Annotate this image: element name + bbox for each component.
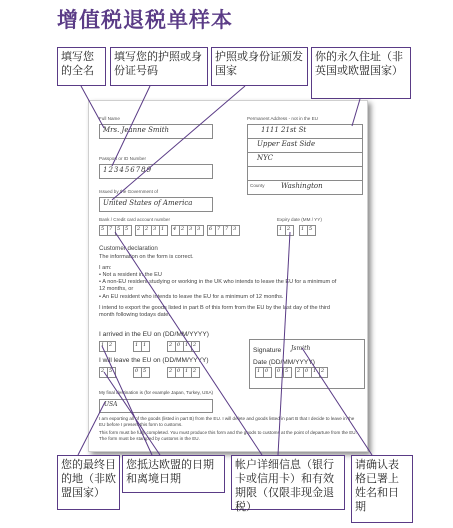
date-label: Date (DD/MM/YYYY) [253, 359, 315, 366]
bullet-2-text: A non-EU resident studying or working in the UK who intends to leave the EU for a minimum of 12 months, or [99, 279, 337, 292]
digit-value: 0 [305, 368, 309, 374]
expiry-label: Expiry date (MM / YY) [277, 217, 322, 222]
digit-value: 7 [109, 226, 113, 232]
digit-value: 1 [257, 368, 261, 374]
bullet-3: • An EU resident who intends to leave the EU for a minimum of 12 months. [99, 294, 284, 300]
digit-value: 2 [287, 226, 291, 232]
digit-value: 4 [173, 226, 177, 232]
digit-value: 2 [109, 342, 113, 348]
footer-text-1: I am exporting all of the goods (listed in part B) from the EU. I will delete and goods listed in part B that I decide to leave in the EU before I present this form to customs. [99, 416, 355, 427]
digit-value: 2 [137, 226, 141, 232]
digit-value: 3 [233, 226, 237, 232]
digit-value: 5 [285, 368, 289, 374]
callout-text: 您的最终目的地（非欧盟国家） [61, 458, 116, 499]
digit-value: 5 [109, 368, 113, 374]
digit-value: 5 [117, 226, 121, 232]
callout-issuer [211, 47, 308, 86]
bullet-2: • A non-EU resident studying or working in the UK who intends to leave the EU for a minimum of 12 months, or [99, 279, 337, 292]
destination-value: USA [104, 401, 118, 408]
full-name-value: Mrs. Jeanne Smith [103, 126, 170, 134]
digit-value: 3 [153, 226, 157, 232]
address-label: Permanent Address - not in the EU [247, 116, 318, 121]
callout-text: 填写您的全名 [61, 50, 94, 77]
digit-value: 1 [143, 342, 147, 348]
digit-value: 2 [193, 342, 197, 348]
digit-value: 2 [145, 226, 149, 232]
digit-value: 3 [189, 226, 193, 232]
address-line3-value: NYC [257, 154, 273, 162]
bullet-1-text: Not a resident in the EU [102, 272, 162, 278]
digit-value: 5 [125, 226, 129, 232]
callout-full-name [57, 47, 106, 86]
digit-value: 5 [309, 226, 313, 232]
address-line4-field[interactable] [247, 166, 363, 181]
digit-value: 3 [197, 226, 201, 232]
issued-value: United States of America [103, 199, 193, 207]
digit-value: 2 [169, 342, 173, 348]
digit-value: 1 [279, 226, 283, 232]
callout-text: 帐户详细信息（银行卡或信用卡）和有效期限（仅限非现金退税） [235, 458, 334, 513]
footer-text-2: This form must be fully completed. You must produce this form and the goods to customs at the point of departure from the EU. The form must be stamped by customs in the EU. [99, 430, 357, 441]
callout-text: 你的永久住址（非英国或欧盟国家） [315, 50, 403, 77]
passport-label: Passport or ID Number [99, 156, 146, 161]
bullet-3-text: An EU resident who intends to leave the EU for a minimum of 12 months. [102, 294, 284, 300]
callout-address [311, 47, 411, 99]
i-am-label: I am: [99, 265, 112, 271]
info-correct: The information on the form is correct. [99, 254, 194, 260]
digit-value: 5 [143, 368, 147, 374]
digit-value: 0 [277, 368, 281, 374]
customer-heading: Customer declaration [99, 245, 158, 252]
digit-value: 1 [313, 368, 317, 374]
digit-value: 2 [101, 368, 105, 374]
issued-label: Issued by the Government of [99, 189, 158, 194]
signature-value: Jsmith [291, 345, 311, 352]
address-line2-value: Upper East Side [257, 140, 316, 148]
digit-value: 1 [301, 226, 305, 232]
county-label: County [250, 183, 265, 188]
digit-value: 1 [135, 342, 139, 348]
arrived-label: I arrived in the EU on (DD/MM/YYYY) [99, 331, 209, 338]
digit-value: 2 [169, 368, 173, 374]
vat-form [88, 100, 368, 452]
digit-value: 6 [209, 226, 213, 232]
bullet-1: • Not a resident in the EU [99, 272, 162, 278]
passport-value: 123456789 [103, 166, 153, 174]
callout-passport [110, 47, 208, 86]
digit-value: 0 [177, 342, 181, 348]
destination-label: My final destination is (for example Japan, Turkey, USA) [99, 390, 214, 395]
digit-value: 0 [135, 368, 139, 374]
callout-text: 护照或身份证颁发国家 [215, 50, 303, 77]
digit-value: 7 [225, 226, 229, 232]
export-text: I intend to export the goods listed in part B of this form from the EU by the last day of the third month following todays date. [99, 305, 331, 318]
page-title: 增值税退税单样本 [57, 8, 233, 32]
county-value: Washington [281, 182, 323, 190]
full-name-label: Full Name [99, 116, 120, 121]
digit-value: 5 [101, 226, 105, 232]
callout-card [231, 455, 345, 513]
digit-value: 0 [265, 368, 269, 374]
address-line1-value: 1111 21st St [261, 126, 307, 134]
digit-value: 0 [177, 368, 181, 374]
digit-value: 2 [297, 368, 301, 374]
digit-value: 1 [185, 368, 189, 374]
callout-sign [351, 455, 413, 523]
digit-value: 2 [321, 368, 325, 374]
digit-value: 1 [101, 342, 105, 348]
digit-value: 1 [185, 342, 189, 348]
callout-text: 您抵达欧盟的日期和离境日期 [126, 458, 214, 485]
callout-dates [122, 455, 225, 493]
card-label: Bank / Credit card account number [99, 217, 170, 222]
signature-label: Signature [253, 347, 282, 354]
digit-value: 7 [217, 226, 221, 232]
callout-text: 请确认表格已署上姓名和日期 [355, 458, 399, 513]
leave-label: I will leave the EU on (DD/MM/YYYY) [99, 357, 209, 364]
digit-value: 1 [161, 226, 165, 232]
digit-value: 2 [193, 368, 197, 374]
callout-destination [57, 455, 120, 510]
callout-text: 填写您的护照或身份证号码 [114, 50, 202, 77]
digit-value: 2 [181, 226, 185, 232]
